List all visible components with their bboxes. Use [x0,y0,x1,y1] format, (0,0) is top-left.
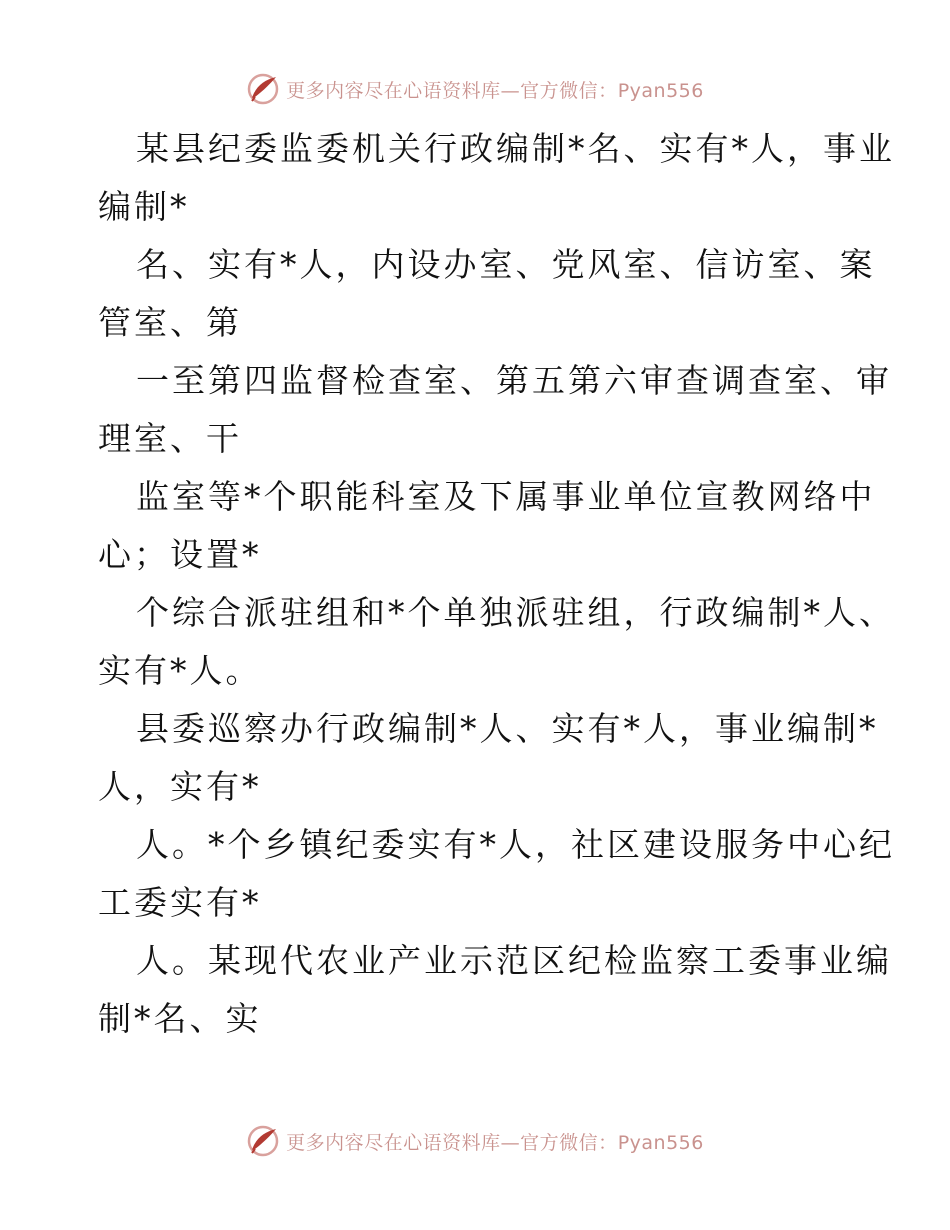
text-line: 实有*人。 [98,651,262,690]
text-line: 理室、干 [98,419,242,458]
text-line: 制*名、实 [98,999,262,1038]
text-line: 人。*个乡镇纪委实有*人，社区建设服务中心纪 [136,825,895,864]
text-line: 编制* [98,187,190,226]
watermark-text: 更多内容尽在心语资料库—官方微信：Pyan556 [286,79,704,102]
text-line: 人，实有* [98,767,262,806]
header-watermark [0,72,950,106]
document-body [98,120,895,1048]
watermark-text: 更多内容尽在心语资料库—官方微信：Pyan556 [286,1131,704,1154]
text-line: 人。某现代农业产业示范区纪检监察工委事业编 [136,941,892,980]
text-line: 一至第四监督检查室、第五第六审查调查室、审 [136,361,892,400]
text-line: 某县纪委监委机关行政编制*名、实有*人，事业 [136,129,895,168]
text-line: 管室、第 [98,303,242,342]
text-line: 县委巡察办行政编制*人、实有*人，事业编制* [136,709,879,748]
text-line: 名、实有*人，内设办室、党风室、信访室、案 [136,245,876,284]
text-line: 工委实有* [98,883,262,922]
text-line: 监室等*个职能科室及下属事业单位宣教网络中 [136,477,876,516]
footer-watermark [0,1124,950,1158]
text-line: 心；设置* [98,535,262,574]
text-line: 个综合派驻组和*个单独派驻组，行政编制*人、 [136,593,895,632]
pen-logo-icon [246,72,280,106]
pen-logo-icon [246,1124,280,1158]
